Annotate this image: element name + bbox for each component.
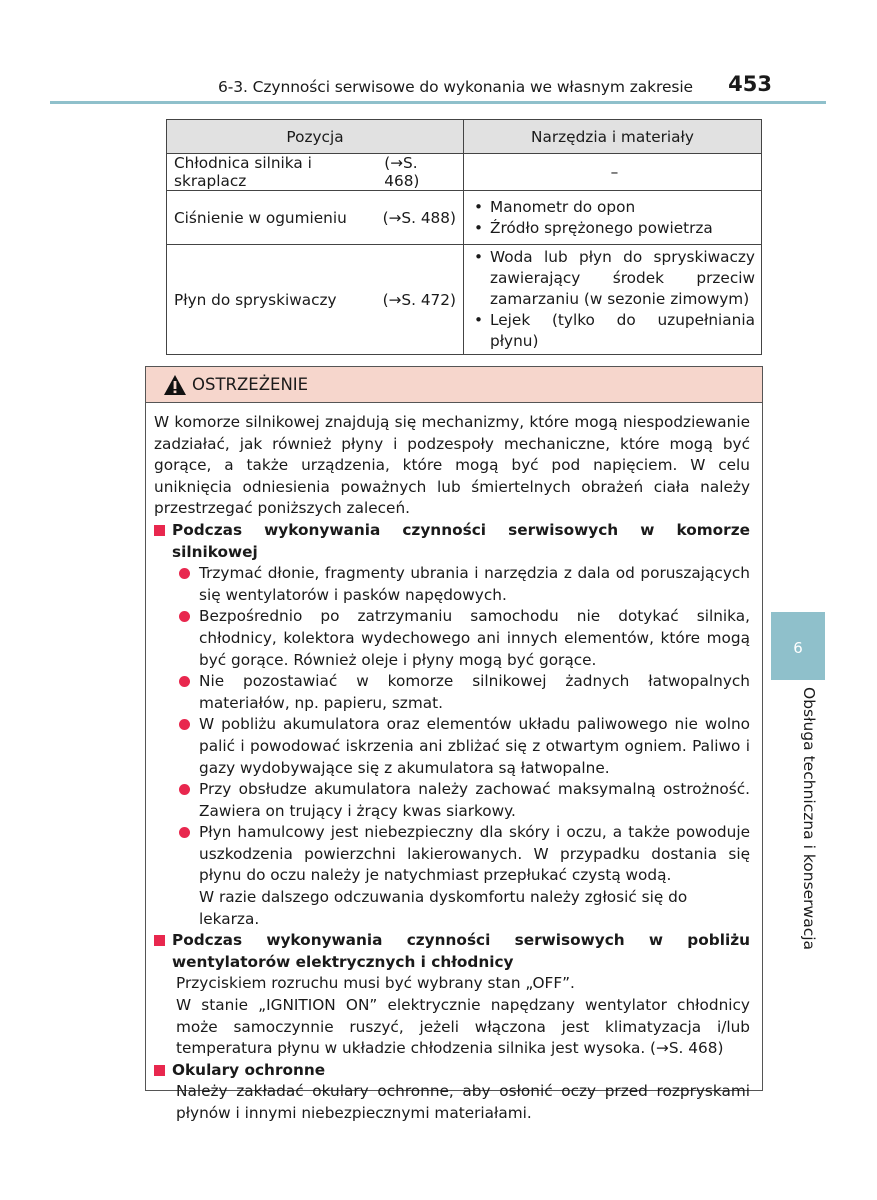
square-bullet-icon (154, 1065, 165, 1076)
page-reference: (→S. 472) (382, 290, 456, 309)
list-item: • Lejek (tylko do uzupełniania płynu) (474, 310, 755, 352)
item-name: Chłodnica silnika i skraplacz (174, 154, 312, 190)
table-cell-item (167, 154, 464, 191)
warning-intro: W komorze silnikowej znajdują się mechanizmy, które mogą niespodziewanie zadziałać, jak również płyny i podzespoły mechaniczne, które mogą być gorące, a także urządzenia, które mogą być pod napięciem. W celu uniknięcia odniesienia poważnych lub śmiertelnych obrażeń ciała należy przestrzegać poniższych zaleceń. (154, 413, 750, 518)
list-item: • Manometr do opon (474, 197, 755, 218)
warning-body (146, 403, 762, 1125)
chapter-title: Obsługa techniczna i konserwacja (800, 687, 818, 951)
table-row (167, 245, 762, 355)
section-heading (154, 930, 750, 973)
page-number: 453 (728, 72, 772, 96)
round-bullet-icon (179, 719, 190, 730)
warning-box (145, 366, 763, 1122)
list-item: • Woda lub płyn do spryskiwaczy zawierający środek przeciw zamarzaniu (w sezonie zimowym) (474, 247, 755, 310)
warning-bullet (154, 822, 750, 887)
section-title: Podczas wykonywania czynności serwisowych w komorze silnikowej (172, 520, 750, 561)
item-name: Płyn do spryskiwaczy (174, 290, 337, 309)
section-title: Podczas wykonywania czynności serwisowych w pobliżu wentylatorów elektrycznych i chłodnicy (172, 931, 750, 971)
item-name: Ciśnienie w ogumieniu (174, 208, 347, 227)
bullet-text: Bezpośrednio po zatrzymaniu samochodu nie dotykać silnika, chłodnicy, kolektora wydechowego ani innych elementów, które mogą być gorące. Również oleje i płyny mogą być gorące. (199, 607, 750, 669)
warning-header (146, 367, 762, 403)
section-text: Należy zakładać okulary ochronne, aby osłonić oczy przed rozpryskami płynów i innymi niebezpiecznymi materiałami. (176, 1082, 750, 1122)
warning-bullet (154, 714, 750, 779)
bullet-text: Przy obsłudze akumulatora należy zachować maksymalną ostrożność. Zawiera on trujący i żrący kwas siarkowy. (199, 780, 750, 820)
section-title: Okulary ochronne (172, 1060, 326, 1079)
list-item: • Źródło sprężonego powietrza (474, 218, 755, 239)
table-cell-materials (464, 191, 762, 245)
table-cell-materials (464, 245, 762, 355)
chapter-tab (771, 612, 825, 680)
section-text: Przyciskiem rozruchu musi być wybrany stan „OFF”. (176, 974, 575, 993)
running-header-title: 6-3. Czynności serwisowe do wykonania we własnym zakresie (217, 78, 693, 96)
column-header-materials: Narzędzia i materiały (464, 120, 762, 154)
warning-bullet (154, 671, 750, 714)
square-bullet-icon (154, 935, 165, 946)
page-reference: (→S. 468) (384, 154, 420, 190)
column-header-item: Pozycja (167, 120, 464, 154)
page-reference: (→S. 488) (382, 208, 456, 227)
bullet-text: Płyn hamulcowy jest niebezpieczny dla skóry i oczu, a także powoduje uszkodzenia powierzchni lakierowanych. W przypadku dostania się płynu do oczu należy je natychmiast przepłukać czystą wodą. (199, 823, 750, 885)
tools-table (166, 119, 762, 355)
section-heading (154, 1060, 750, 1082)
bullet-text: Nie pozostawiać w komorze silnikowej żadnych łatwopalnych materiałów, np. papieru, szmat. (199, 672, 750, 712)
header-rule (50, 101, 826, 104)
table-cell-item (167, 245, 464, 355)
warning-bullet (154, 606, 750, 671)
bullet-note: W razie dalszego odczuwania dyskomfortu należy zgłosić się do lekarza. (199, 888, 688, 928)
chapter-number: 6 (793, 639, 803, 657)
table-cell-materials: – (464, 154, 762, 191)
warning-bullet (154, 563, 750, 606)
square-bullet-icon (154, 525, 165, 536)
bullet-text: Trzymać dłonie, fragmenty ubrania i narzędzia z dala od poruszających się wentylatorów i pasków napędowych. (199, 564, 750, 604)
table-row (167, 191, 762, 245)
round-bullet-icon (179, 568, 190, 579)
round-bullet-icon (179, 784, 190, 795)
round-bullet-icon (179, 611, 190, 622)
chapter-title-vertical (798, 687, 818, 957)
warning-label: OSTRZEŻENIE (192, 375, 309, 394)
round-bullet-icon (179, 827, 190, 838)
bullet-text: W pobliżu akumulatora oraz elementów układu paliwowego nie wolno palić i powodować iskrzenia ani zbliżać się z otwartym ogniem. Paliwo i gazy wydobywające się z akumulatora są łatwopalne. (199, 715, 750, 777)
round-bullet-icon (179, 676, 190, 687)
table-row (167, 154, 762, 191)
table-cell-item (167, 191, 464, 245)
table-header-row (167, 120, 762, 154)
warning-triangle-icon (163, 374, 187, 396)
section-text: W stanie „IGNITION ON” elektrycznie napędzany wentylator chłodnicy może samoczynnie ruszyć, jeżeli włączona jest klimatyzacja i/lub temperatura płynu w układzie chłodzenia silnika jest wysoka. (→S. 468) (176, 996, 750, 1058)
warning-bullet (154, 779, 750, 822)
section-heading (154, 520, 750, 563)
